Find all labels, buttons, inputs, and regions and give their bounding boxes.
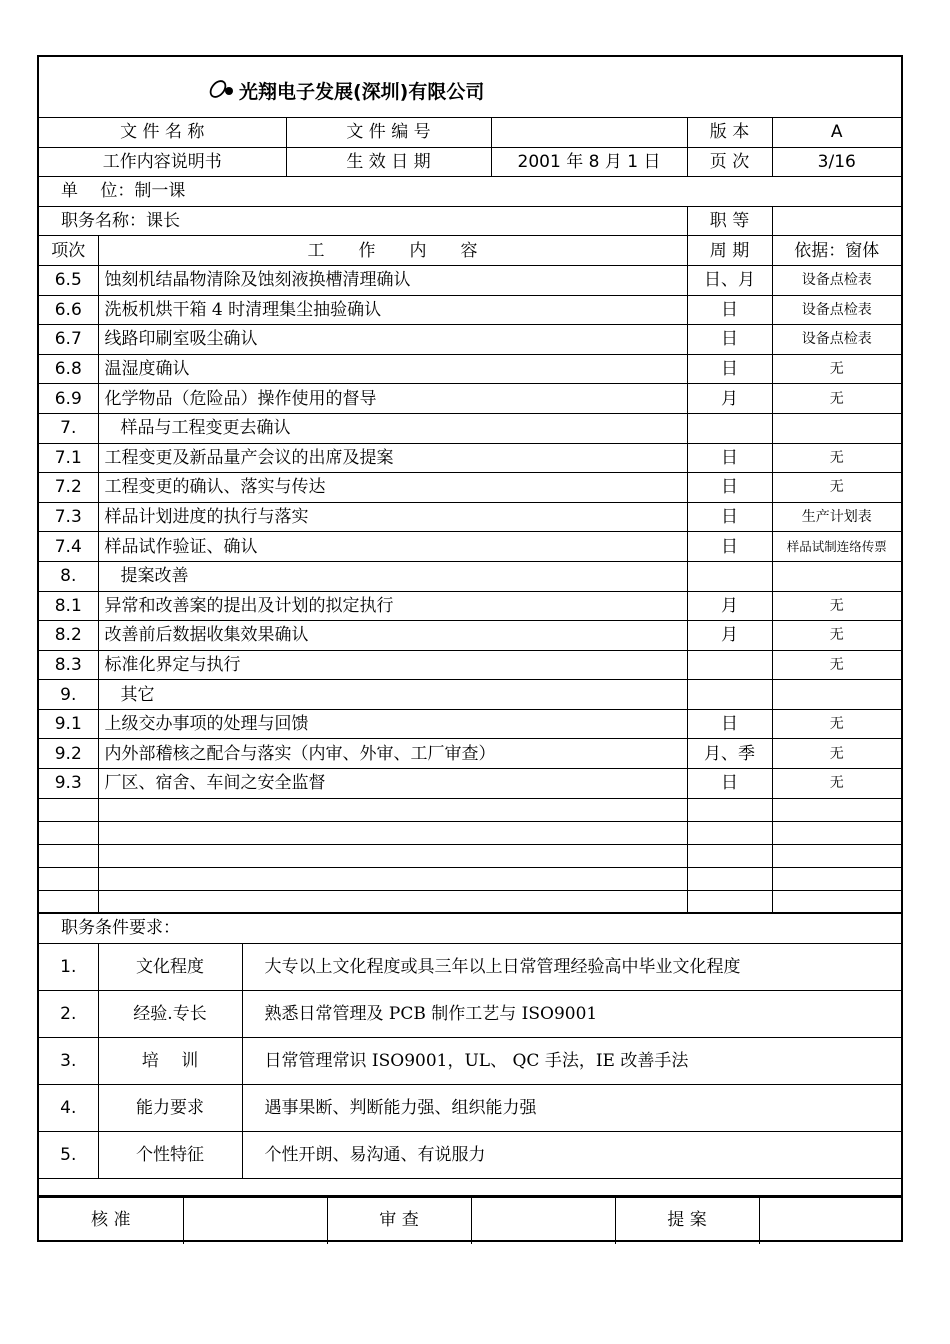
condition-no: 4. bbox=[39, 1085, 98, 1132]
duty-basis bbox=[772, 561, 901, 591]
duty-basis: 生产计划表 bbox=[772, 502, 901, 532]
duty-content: 厂区、宿舍、车间之安全监督 bbox=[98, 769, 687, 799]
duty-content: 温湿度确认 bbox=[98, 354, 687, 384]
blank-cell bbox=[687, 798, 772, 821]
duty-cycle: 月、季 bbox=[687, 739, 772, 769]
duty-basis: 无 bbox=[772, 739, 901, 769]
duty-cycle bbox=[687, 561, 772, 591]
duty-row bbox=[39, 502, 901, 532]
duty-item-no: 9. bbox=[39, 680, 98, 710]
blank-cell bbox=[772, 844, 901, 867]
condition-name: 能力要求 bbox=[98, 1085, 242, 1132]
duty-row bbox=[39, 295, 901, 325]
duty-content: 标准化界定与执行 bbox=[98, 650, 687, 680]
duty-content: 异常和改善案的提出及计划的拟定执行 bbox=[98, 591, 687, 621]
job-conditions bbox=[39, 912, 901, 1198]
grade-value bbox=[772, 206, 901, 236]
duty-row bbox=[39, 443, 901, 473]
duty-item-no: 7.1 bbox=[39, 443, 98, 473]
position-line: 职务名称：课长 bbox=[39, 206, 687, 236]
duty-row bbox=[39, 621, 901, 651]
unit-line: 单 位：制一课 bbox=[39, 177, 901, 207]
blank-cell bbox=[687, 821, 772, 844]
effective-date-value: 2001 年 8 月 1 日 bbox=[491, 147, 687, 177]
duty-cycle bbox=[687, 413, 772, 443]
page-value: 3/16 bbox=[772, 147, 901, 177]
col-cycle-header: 周 期 bbox=[687, 236, 772, 266]
duty-row bbox=[39, 709, 901, 739]
duty-cycle: 日 bbox=[687, 473, 772, 503]
version-value: A bbox=[772, 118, 901, 148]
blank-cell bbox=[98, 890, 687, 913]
duty-item-no: 7.4 bbox=[39, 532, 98, 562]
duty-basis: 无 bbox=[772, 709, 901, 739]
header-and-duty-table bbox=[39, 117, 901, 914]
duty-row bbox=[39, 561, 901, 591]
page-label: 页 次 bbox=[687, 147, 772, 177]
blank-cell bbox=[772, 798, 901, 821]
duty-row bbox=[39, 354, 901, 384]
duty-row bbox=[39, 384, 901, 414]
blank-cell bbox=[687, 867, 772, 890]
duty-content: 内外部稽核之配合与落实（内审、外审、工厂审查） bbox=[98, 739, 687, 769]
duty-row bbox=[39, 413, 901, 443]
blank-cell bbox=[39, 890, 98, 913]
approve-field[interactable] bbox=[183, 1197, 327, 1245]
condition-row bbox=[39, 1132, 901, 1179]
duty-row bbox=[39, 265, 901, 295]
duty-item-no: 7.2 bbox=[39, 473, 98, 503]
condition-no: 2. bbox=[39, 991, 98, 1038]
duty-basis: 无 bbox=[772, 621, 901, 651]
duty-cycle: 日 bbox=[687, 709, 772, 739]
duty-cycle: 日、月 bbox=[687, 265, 772, 295]
blank-row bbox=[39, 867, 901, 890]
review-label: 审 查 bbox=[327, 1197, 471, 1245]
approve-label: 核 准 bbox=[39, 1197, 183, 1245]
conditions-table bbox=[39, 944, 901, 1198]
duty-cycle bbox=[687, 650, 772, 680]
grade-label: 职 等 bbox=[687, 206, 772, 236]
duty-basis: 无 bbox=[772, 769, 901, 799]
blank-cell bbox=[39, 798, 98, 821]
duty-item-no: 6.6 bbox=[39, 295, 98, 325]
condition-row bbox=[39, 991, 901, 1038]
duty-item-no: 7. bbox=[39, 413, 98, 443]
duty-cycle: 日 bbox=[687, 532, 772, 562]
blank-cell bbox=[39, 844, 98, 867]
duty-basis: 无 bbox=[772, 650, 901, 680]
duty-cycle: 日 bbox=[687, 295, 772, 325]
duty-row bbox=[39, 769, 901, 799]
blank-row bbox=[39, 798, 901, 821]
doc-number-value bbox=[491, 118, 687, 148]
doc-number-label: 文 件 编 号 bbox=[286, 118, 491, 148]
col-item-header: 项次 bbox=[39, 236, 98, 266]
duty-content: 上级交办事项的处理与回馈 bbox=[98, 709, 687, 739]
blank-cell bbox=[687, 844, 772, 867]
duty-content: 洗板机烘干箱 4 时清理集尘抽验确认 bbox=[98, 295, 687, 325]
duty-content: 化学物品（危险品）操作使用的督导 bbox=[98, 384, 687, 414]
condition-row bbox=[39, 944, 901, 991]
duty-row bbox=[39, 532, 901, 562]
blank-cell bbox=[98, 821, 687, 844]
duty-cycle: 日 bbox=[687, 443, 772, 473]
blank-cell bbox=[98, 798, 687, 821]
duty-row bbox=[39, 739, 901, 769]
blank-row bbox=[39, 821, 901, 844]
col-content-header: 工 作 内 容 bbox=[98, 236, 687, 266]
condition-value: 日常管理常识 ISO9001，UL、 QC 手法，IE 改善手法 bbox=[242, 1038, 901, 1085]
duty-item-no: 9.2 bbox=[39, 739, 98, 769]
duty-cycle: 月 bbox=[687, 621, 772, 651]
duty-item-no: 6.5 bbox=[39, 265, 98, 295]
duty-item-no: 8.2 bbox=[39, 621, 98, 651]
duty-row bbox=[39, 473, 901, 503]
duty-item-no: 8.1 bbox=[39, 591, 98, 621]
duty-item-no: 6.9 bbox=[39, 384, 98, 414]
duty-content: 其它 bbox=[98, 680, 687, 710]
blank-cell bbox=[98, 867, 687, 890]
duty-item-no: 9.3 bbox=[39, 769, 98, 799]
duty-item-no: 6.7 bbox=[39, 325, 98, 355]
duty-item-no: 7.3 bbox=[39, 502, 98, 532]
duty-cycle: 月 bbox=[687, 384, 772, 414]
doc-name-value: 工作内容说明书 bbox=[39, 147, 286, 177]
duty-cycle: 日 bbox=[687, 325, 772, 355]
duty-content: 提案改善 bbox=[98, 561, 687, 591]
duty-item-no: 9.1 bbox=[39, 709, 98, 739]
condition-no: 5. bbox=[39, 1132, 98, 1179]
condition-value: 熟悉日常管理及 PCB 制作工艺与 ISO9001 bbox=[242, 991, 901, 1038]
condition-name: 经验.专长 bbox=[98, 991, 242, 1038]
condition-value: 遇事果断、判断能力强、组织能力强 bbox=[242, 1085, 901, 1132]
condition-row bbox=[39, 1085, 901, 1132]
duty-item-no: 6.8 bbox=[39, 354, 98, 384]
duty-content: 样品计划进度的执行与落实 bbox=[98, 502, 687, 532]
duty-basis: 设备点检表 bbox=[772, 295, 901, 325]
propose-label: 提 案 bbox=[615, 1197, 759, 1245]
blank-cell bbox=[772, 821, 901, 844]
blank-cell bbox=[39, 821, 98, 844]
condition-name: 个性特征 bbox=[98, 1132, 242, 1179]
duty-row bbox=[39, 650, 901, 680]
duty-cycle: 日 bbox=[687, 354, 772, 384]
duty-cycle bbox=[687, 680, 772, 710]
blank-cell bbox=[772, 890, 901, 913]
duty-cycle: 月 bbox=[687, 591, 772, 621]
blank-cell bbox=[98, 844, 687, 867]
condition-name: 文化程度 bbox=[98, 944, 242, 991]
blank-row bbox=[39, 890, 901, 913]
duty-basis bbox=[772, 680, 901, 710]
propose-field[interactable] bbox=[759, 1197, 901, 1245]
blank-cell bbox=[687, 890, 772, 913]
duty-row bbox=[39, 680, 901, 710]
doc-name-label: 文 件 名 称 bbox=[39, 118, 286, 148]
company-logo-icon bbox=[205, 73, 239, 101]
condition-no: 3. bbox=[39, 1038, 98, 1085]
document-frame bbox=[37, 55, 903, 1242]
condition-value: 大专以上文化程度或具三年以上日常管理经验高中毕业文化程度 bbox=[242, 944, 901, 991]
effective-date-label: 生 效 日 期 bbox=[286, 147, 491, 177]
company-name: 光翔电子发展(深圳)有限公司 bbox=[239, 81, 485, 103]
blank-cell bbox=[39, 867, 98, 890]
duty-content: 改善前后数据收集效果确认 bbox=[98, 621, 687, 651]
review-field[interactable] bbox=[471, 1197, 615, 1245]
duty-basis: 无 bbox=[772, 473, 901, 503]
version-label: 版 本 bbox=[687, 118, 772, 148]
duty-basis: 设备点检表 bbox=[772, 265, 901, 295]
condition-row bbox=[39, 1038, 901, 1085]
duty-basis: 无 bbox=[772, 384, 901, 414]
duty-cycle: 日 bbox=[687, 502, 772, 532]
duty-item-no: 8.3 bbox=[39, 650, 98, 680]
duty-content: 线路印刷室吸尘确认 bbox=[98, 325, 687, 355]
duty-item-no: 8. bbox=[39, 561, 98, 591]
duty-content: 工程变更及新品量产会议的出席及提案 bbox=[98, 443, 687, 473]
condition-no: 1. bbox=[39, 944, 98, 991]
condition-name: 培 训 bbox=[98, 1038, 242, 1085]
duty-basis: 设备点检表 bbox=[772, 325, 901, 355]
title-row bbox=[39, 57, 901, 118]
duty-content: 工程变更的确认、落实与传达 bbox=[98, 473, 687, 503]
duty-row bbox=[39, 325, 901, 355]
duty-basis: 样品试制连络传票 bbox=[772, 532, 901, 562]
col-basis-header: 依据：窗体 bbox=[772, 236, 901, 266]
duty-content: 蚀刻机结晶物清除及蚀刻液换槽清理确认 bbox=[98, 265, 687, 295]
duty-cycle: 日 bbox=[687, 769, 772, 799]
conditions-title: 职务条件要求： bbox=[39, 914, 901, 944]
duty-row bbox=[39, 591, 901, 621]
duty-basis bbox=[772, 413, 901, 443]
duty-content: 样品与工程变更去确认 bbox=[98, 413, 687, 443]
duty-basis: 无 bbox=[772, 591, 901, 621]
blank-cell bbox=[772, 867, 901, 890]
duty-basis: 无 bbox=[772, 443, 901, 473]
condition-value: 个性开朗、易沟通、有说服力 bbox=[242, 1132, 901, 1179]
duty-basis: 无 bbox=[772, 354, 901, 384]
blank-row bbox=[39, 844, 901, 867]
signature-row bbox=[39, 1195, 901, 1244]
duty-content: 样品试作验证、确认 bbox=[98, 532, 687, 562]
